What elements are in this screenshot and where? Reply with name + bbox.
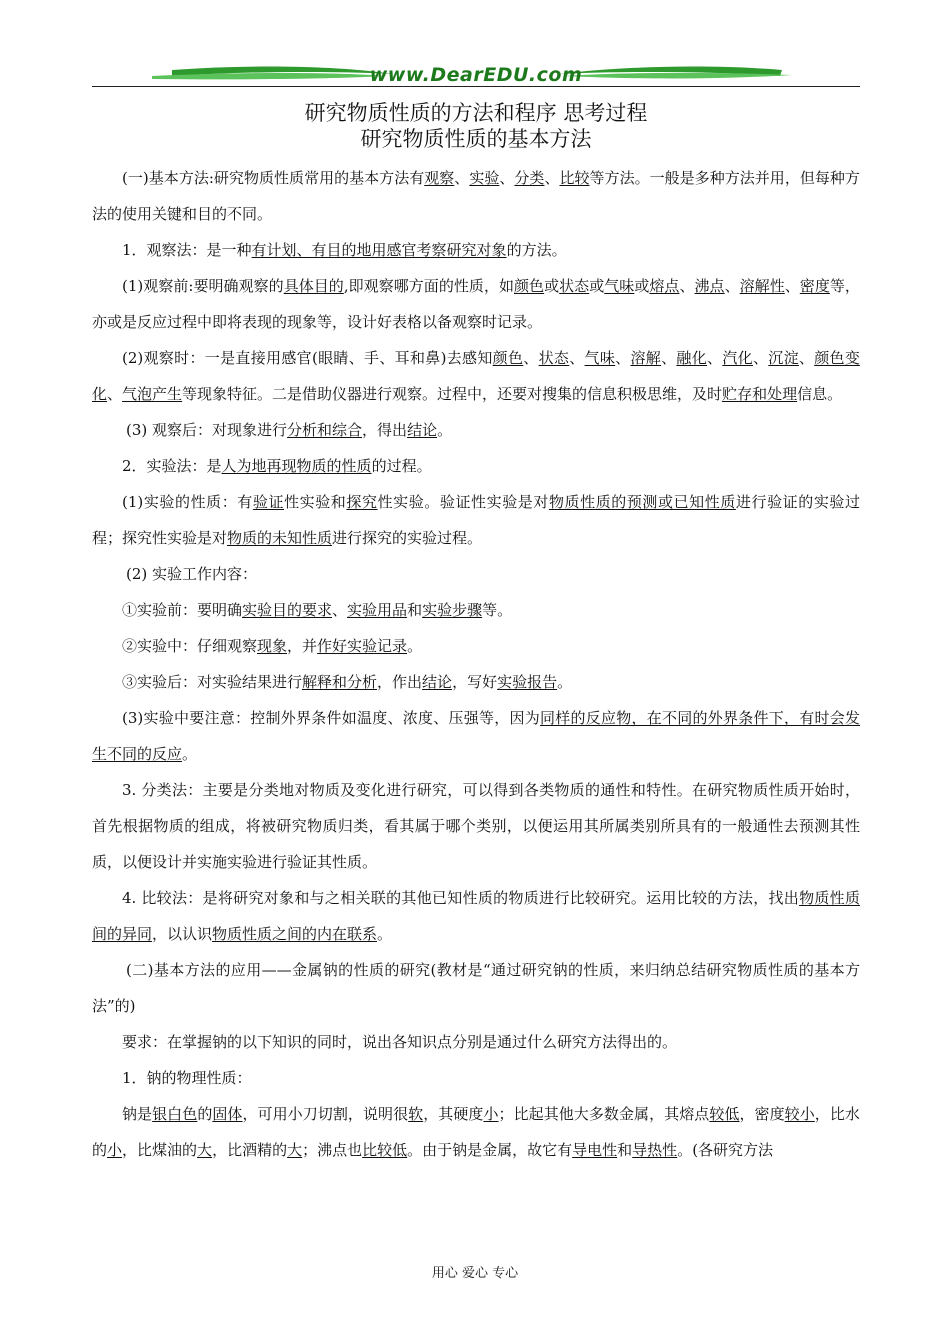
text-run: ，其硬度: [423, 1105, 484, 1123]
paragraph: [92, 628, 860, 664]
text-run: 。(各研究方法: [677, 1141, 774, 1159]
text-run: 、: [752, 349, 769, 367]
text-run: ，作出: [377, 673, 423, 691]
underlined-term: 较低: [709, 1105, 740, 1123]
underlined-term: 结论: [407, 421, 438, 439]
text-run: ，得出: [362, 421, 408, 439]
text-run: 、: [679, 277, 695, 295]
text-run: ，比煤油的: [122, 1141, 198, 1159]
text-run: (2) 实验工作内容：: [126, 565, 258, 583]
text-run: 、: [724, 277, 740, 295]
text-run: 4. 比较法：是将研究对象和与之相关联的其他已知性质的物质进行比较研究。运用比较的方法，找出: [122, 889, 800, 907]
text-run: 的过程。: [371, 457, 432, 475]
text-run: 。由于钠是金属，故它有: [407, 1141, 573, 1159]
underlined-term: 比较低: [362, 1141, 408, 1159]
text-run: (3)实验中要注意：控制外界条件如温度、浓度、压强等，因为: [122, 709, 540, 727]
text-run: 、: [107, 385, 123, 403]
underlined-term: 物质的未知性质: [227, 529, 333, 547]
text-run: 或: [634, 277, 650, 295]
underlined-term: 物质性质之间的内在联系: [212, 925, 378, 943]
text-run: 。: [377, 925, 393, 943]
text-run: 钠是: [122, 1105, 153, 1123]
text-run: 进行探究的实验过程。: [332, 529, 483, 547]
underlined-term: 结论: [422, 673, 453, 691]
underlined-term: 较小: [784, 1105, 815, 1123]
text-run: 2．实验法：是: [122, 457, 222, 475]
underlined-term: 导电性: [572, 1141, 618, 1159]
text-run: 或: [544, 277, 560, 295]
underlined-term: 实验步骤: [422, 601, 483, 619]
underlined-term: 软: [408, 1105, 424, 1123]
text-run: 等方法。一般是多种方法并用，但每种方法的使用关键和目的不同。: [92, 169, 860, 223]
text-run: ，比水的: [92, 1105, 860, 1159]
underlined-term: 同样的反应物，在不同的外界条件下，有时会发生不同的反应: [92, 709, 860, 763]
text-run: 性实验和: [284, 493, 347, 511]
text-run: 要求：在掌握钠的以下知识的同时，说出各知识点分别是通过什么研究方法得出的。: [122, 1033, 678, 1051]
paragraph: [92, 484, 860, 556]
underlined-term: 溶解: [630, 349, 662, 367]
page-footer: 用心 爱心 专心: [431, 1266, 519, 1281]
text-run: ，可用小刀切割，说明很: [242, 1105, 409, 1123]
underlined-term: 气味: [604, 277, 635, 295]
text-run: 、: [784, 277, 800, 295]
underlined-term: 具体目的: [283, 277, 344, 295]
text-run: (1)实验的性质：有: [122, 493, 253, 511]
underlined-term: 状态: [559, 277, 590, 295]
text-run: (1)观察前:要明确观察的: [122, 277, 284, 295]
underlined-term: 大: [287, 1141, 303, 1159]
underlined-term: 沸点: [694, 277, 725, 295]
underlined-term: 熔点: [649, 277, 680, 295]
text-run: 、: [798, 349, 815, 367]
text-run: 。: [557, 673, 573, 691]
paragraph: [92, 556, 860, 592]
paragraph: [92, 340, 860, 412]
text-run: ，密度: [739, 1105, 785, 1123]
underlined-term: 颜色: [514, 277, 545, 295]
underlined-term: 实验用品: [347, 601, 408, 619]
text-run: 、: [332, 601, 348, 619]
text-run: 性实验。验证性实验是对: [377, 493, 549, 511]
text-run: ，写好: [452, 673, 498, 691]
text-run: 、: [707, 349, 723, 367]
underlined-term: 小: [107, 1141, 123, 1159]
underlined-term: 实验报告: [497, 673, 558, 691]
underlined-term: 实验目的要求: [242, 601, 333, 619]
underlined-term: 人为地再现物质的性质: [221, 457, 372, 475]
underlined-term: 密度: [799, 277, 830, 295]
page-subtitle: 研究物质性质的基本方法: [360, 127, 592, 151]
paragraph: [92, 1060, 860, 1096]
underlined-term: 汽化: [722, 349, 753, 367]
underlined-term: 融化: [676, 349, 708, 367]
underlined-term: 银白色: [152, 1105, 198, 1123]
paragraph: [92, 1024, 860, 1060]
text-run: 信息。: [797, 385, 843, 403]
text-run: 1．钠的物理性质：: [122, 1069, 252, 1087]
underlined-term: 分类: [514, 169, 545, 187]
paragraph: [92, 592, 860, 628]
text-run: 。: [437, 421, 453, 439]
text-run: ；比起其他大多数金属，其熔点: [498, 1105, 710, 1123]
paragraph: [92, 412, 860, 448]
paragraph: [92, 160, 860, 232]
text-run: 、: [523, 349, 539, 367]
underlined-term: 物质性质间的异同: [92, 889, 860, 943]
underlined-term: 大: [197, 1141, 213, 1159]
paragraph: [92, 664, 860, 700]
text-run: 等现象特征。二是借助仪器进行观察。过程中，还要对搜集的信息积极思维，及时: [182, 385, 723, 403]
underlined-term: 有计划、有目的地用感官考察研究对象: [251, 241, 507, 259]
paragraph: [92, 1096, 860, 1168]
underlined-term: 实验: [469, 169, 500, 187]
text-run: 等。: [482, 601, 513, 619]
text-run: 、: [499, 169, 515, 187]
text-run: 。: [182, 745, 198, 763]
text-run: 1．观察法：是一种: [122, 241, 252, 259]
text-run: (二)基本方法的应用——金属钠的性质的研究(教材是“通过研究钠的性质，来归纳总结研究物质性质的基本方法”的): [92, 961, 860, 1015]
text-run: 、: [615, 349, 631, 367]
underlined-term: 小: [483, 1105, 499, 1123]
text-run: 和: [407, 601, 423, 619]
text-run: ②实验中：仔细观察: [122, 637, 258, 655]
underlined-term: 颜色变化: [92, 349, 860, 403]
text-run: ，以认识: [152, 925, 213, 943]
text-run: 、: [454, 169, 470, 187]
text-run: ，比酒精的: [212, 1141, 288, 1159]
paragraph: [92, 880, 860, 952]
paragraph: [92, 952, 860, 1024]
text-run: ，并: [287, 637, 318, 655]
underlined-term: 颜色: [492, 349, 524, 367]
underlined-term: 物质性质的预测或已知性质: [548, 493, 736, 511]
text-run: ；沸点也: [302, 1141, 363, 1159]
underlined-term: 状态: [538, 349, 570, 367]
text-run: 等，亦或是反应过程中即将表现的现象等，设计好表格以备观察时记录。: [92, 277, 860, 331]
underlined-term: 溶解性: [739, 277, 785, 295]
underlined-term: 固体: [212, 1105, 243, 1123]
underlined-term: 作好实验记录: [317, 637, 408, 655]
underlined-term: 验证: [252, 493, 285, 511]
text-run: 和: [617, 1141, 633, 1159]
page-title: 研究物质性质的方法和程序 思考过程: [304, 101, 648, 125]
text-run: 、: [544, 169, 560, 187]
text-run: (一)基本方法:研究物质性质常用的基本方法有: [122, 169, 425, 187]
paragraph: [92, 700, 860, 772]
text-run: ③实验后：对实验结果进行: [122, 673, 303, 691]
text-run: (2)观察时：一是直接用感官(眼睛、手、耳和鼻)去感知: [122, 349, 493, 367]
header-rule: [92, 86, 860, 87]
paragraph: [92, 448, 860, 484]
underlined-term: 气味: [584, 349, 616, 367]
underlined-term: 现象: [257, 637, 288, 655]
text-run: 进行验证的实验过程；探究性实验是对: [92, 493, 860, 547]
text-run: 3. 分类法：主要是分类地对物质及变化进行研究，可以得到各类物质的通性和特性。在研究物质性质开始时，首先根据物质的组成，将被研究物质归类，看其属于哪个类别，以便运用其所属类别所具有的一般通性去预测其性质，以便设计并实施实验进行验证其性质。: [92, 781, 860, 871]
text-run: 或: [589, 277, 605, 295]
text-run: 、: [661, 349, 677, 367]
text-run: 、: [569, 349, 585, 367]
text-run: (3) 观察后：对现象进行: [126, 421, 288, 439]
site-logo-text: www.DearEDU.com: [369, 64, 583, 86]
text-run: ①实验前：要明确: [122, 601, 243, 619]
underlined-term: 沉淀: [768, 349, 799, 367]
paragraph: [92, 232, 860, 268]
underlined-term: 解释和分析: [302, 673, 378, 691]
underlined-term: 分析和综合: [287, 421, 363, 439]
paragraph: [92, 268, 860, 340]
underlined-term: 气泡产生: [122, 385, 183, 403]
underlined-term: 贮存和处理: [722, 385, 798, 403]
paragraph: [92, 772, 860, 880]
text-run: ,即观察哪方面的性质，如: [343, 277, 515, 295]
text-run: 。: [407, 637, 423, 655]
text-run: 的: [197, 1105, 213, 1123]
underlined-term: 导热性: [632, 1141, 678, 1159]
underlined-term: 探究: [346, 493, 378, 511]
underlined-term: 观察: [424, 169, 455, 187]
underlined-term: 比较: [559, 169, 590, 187]
document-body: [92, 160, 860, 1168]
text-run: 的方法。: [506, 241, 567, 259]
